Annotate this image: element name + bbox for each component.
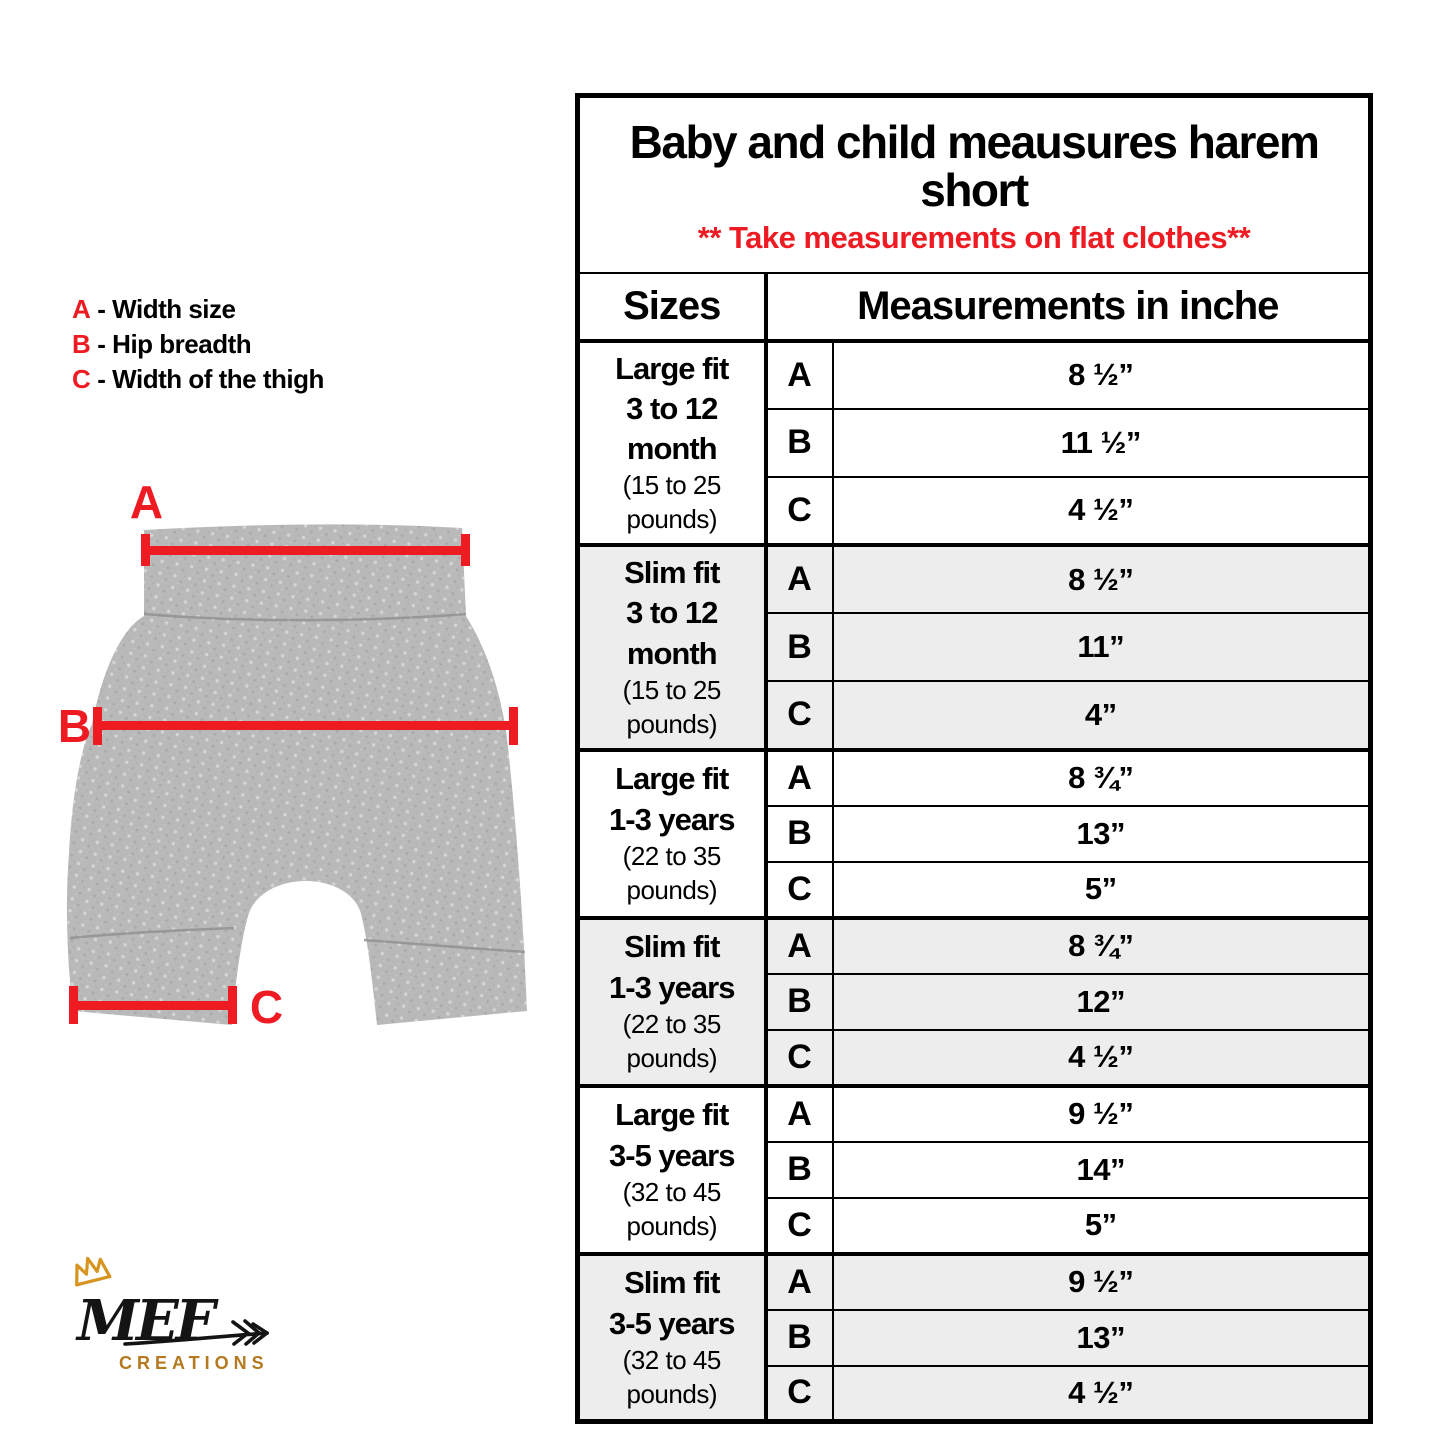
measure-letter: C <box>766 862 833 918</box>
measure-letter: B <box>766 1142 833 1198</box>
measure-letter: B <box>766 806 833 862</box>
measurement-legend <box>72 292 324 397</box>
measurement-row <box>578 545 1371 613</box>
weight-label: (32 to 45 pounds) <box>622 1177 721 1241</box>
weight-label: (22 to 35 pounds) <box>622 841 721 905</box>
measure-letter: A <box>766 1254 833 1310</box>
fit-label: Slim fit <box>624 555 720 591</box>
weight-label: (32 to 45 pounds) <box>622 1344 721 1409</box>
fit-label: Slim fit <box>624 929 720 965</box>
measure-value: 8 ¾” <box>833 918 1371 974</box>
measure-value: 4 ½” <box>833 1030 1371 1086</box>
measure-value: 11 ½” <box>833 409 1371 477</box>
age-label: 1-3 years <box>609 969 735 1005</box>
brand-logo <box>55 1248 295 1398</box>
shorts-silhouette-shape <box>67 524 527 1025</box>
measure-value: 4” <box>833 681 1371 749</box>
size-label-cell <box>578 545 766 749</box>
age-label: 3 to 12 month <box>626 595 718 671</box>
measure-letter: A <box>766 918 833 974</box>
measure-value: 12” <box>833 974 1371 1030</box>
age-label: 3-5 years <box>609 1305 735 1341</box>
measure-letter: C <box>766 1030 833 1086</box>
measure-value: 8 ½” <box>833 341 1371 409</box>
measure-letter: B <box>766 409 833 477</box>
legend-letter-b: B <box>72 329 91 359</box>
size-label-cell <box>578 341 766 545</box>
measure-value: 9 ½” <box>833 1254 1371 1310</box>
measure-value: 4 ½” <box>833 477 1371 545</box>
shorts-diagram <box>52 478 532 1043</box>
size-label-cell <box>578 918 766 1086</box>
size-group <box>578 341 1371 545</box>
measure-value: 4 ½” <box>833 1366 1371 1422</box>
measurement-row <box>578 1086 1371 1142</box>
table-title-cell <box>578 96 1371 273</box>
measure-letter: A <box>766 341 833 409</box>
measure-letter: B <box>766 1310 833 1366</box>
brand-name: MEF <box>77 1288 213 1354</box>
measure-letter: C <box>766 681 833 749</box>
measurement-row <box>578 918 1371 974</box>
legend-text-c: - Width of the thigh <box>97 364 324 394</box>
legend-item-c <box>72 362 324 397</box>
size-group <box>578 545 1371 749</box>
measure-letter: A <box>766 545 833 613</box>
shorts-illustration <box>52 478 532 1043</box>
fit-label: Large fit <box>615 1097 729 1133</box>
legend-item-b <box>72 327 324 362</box>
marker-c-label: C <box>249 981 283 1033</box>
size-group <box>578 1254 1371 1422</box>
measure-line-a <box>130 478 470 566</box>
measure-value: 14” <box>833 1142 1371 1198</box>
title-row <box>578 96 1371 273</box>
crown-icon <box>71 1254 110 1285</box>
measure-value: 11” <box>833 613 1371 681</box>
measure-letter: C <box>766 1198 833 1254</box>
fit-label: Large fit <box>615 350 729 386</box>
fit-label: Slim fit <box>624 1265 720 1301</box>
size-label-cell <box>578 750 766 918</box>
measure-letter: C <box>766 477 833 545</box>
measure-value: 5” <box>833 862 1371 918</box>
size-table <box>575 93 1373 1424</box>
measurement-row <box>578 750 1371 806</box>
fit-label: Large fit <box>615 761 729 797</box>
brand-subtitle: CREATIONS <box>119 1353 269 1373</box>
size-label-cell <box>578 1254 766 1422</box>
measure-value: 5” <box>833 1198 1371 1254</box>
marker-b-label: B <box>57 700 91 752</box>
size-group <box>578 918 1371 1086</box>
age-label: 3-5 years <box>609 1137 735 1173</box>
marker-a-label: A <box>129 478 163 528</box>
measure-letter: A <box>766 1086 833 1142</box>
column-header-sizes: Sizes <box>578 273 766 341</box>
measure-letter: B <box>766 613 833 681</box>
measurement-row <box>578 341 1371 409</box>
weight-label: (22 to 35 pounds) <box>622 1009 721 1073</box>
legend-text-b: - Hip breadth <box>97 329 252 359</box>
size-group <box>578 1086 1371 1254</box>
measure-value: 8 ½” <box>833 545 1371 613</box>
size-label-cell <box>578 1086 766 1254</box>
table-title: Baby and child meausures harem short <box>629 116 1319 217</box>
legend-letter-a: A <box>72 294 91 324</box>
brand-logo-svg <box>55 1248 295 1398</box>
legend-item-a <box>72 292 324 327</box>
measure-value: 8 ¾” <box>833 750 1371 806</box>
table-subtitle: ** Take measurements on flat clothes** <box>697 219 1251 255</box>
measurement-row <box>578 1254 1371 1310</box>
measure-value: 13” <box>833 1310 1371 1366</box>
weight-label: (15 to 25 pounds) <box>622 674 721 739</box>
column-header-measurements: Measurements in inche <box>766 273 1371 341</box>
measure-letter: C <box>766 1366 833 1422</box>
weight-label: (15 to 25 pounds) <box>622 470 721 535</box>
measure-letter: B <box>766 974 833 1030</box>
column-header-row <box>578 273 1371 341</box>
measure-value: 9 ½” <box>833 1086 1371 1142</box>
measure-value: 13” <box>833 806 1371 862</box>
measure-letter: A <box>766 750 833 806</box>
legend-text-a: - Width size <box>97 294 236 324</box>
age-label: 3 to 12 month <box>626 390 718 467</box>
size-group <box>578 750 1371 918</box>
age-label: 1-3 years <box>609 801 735 837</box>
legend-letter-c: C <box>72 364 91 394</box>
